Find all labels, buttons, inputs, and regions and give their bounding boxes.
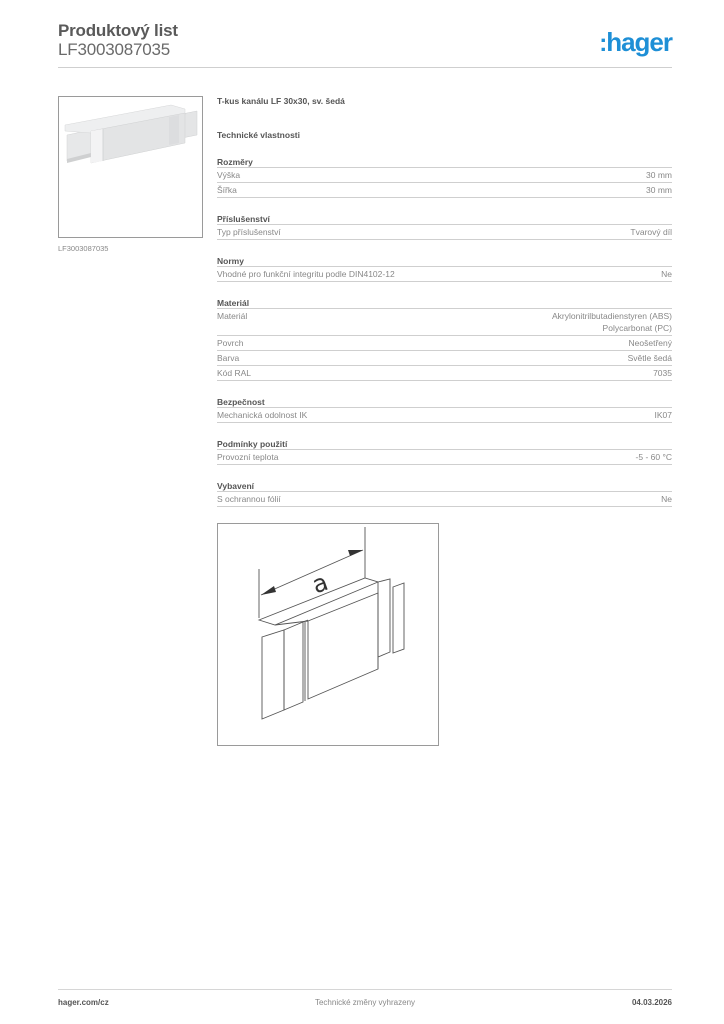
- spec-row: [217, 408, 672, 423]
- spec-value: IK07: [654, 410, 672, 420]
- spec-label: Šířka: [217, 185, 237, 195]
- t-piece-drawing-icon: [218, 524, 438, 745]
- spec-label: Výška: [217, 170, 241, 180]
- spec-row: [217, 351, 672, 366]
- spec-label: Provozní teplota: [217, 452, 279, 462]
- t-piece-photo-icon: [59, 97, 202, 237]
- spec-group-dimensions: [217, 156, 672, 198]
- spec-label: Materiál: [217, 311, 248, 321]
- technical-drawing: [217, 523, 439, 746]
- spec-value: 30 mm: [646, 170, 672, 180]
- footer-date: 04.03.2026: [631, 998, 672, 1007]
- spec-row: [217, 450, 672, 465]
- footer-disclaimer: Technické změny vyhrazeny: [314, 998, 416, 1007]
- technical-section-title: Technické vlastnosti: [217, 130, 300, 140]
- spec-value: Ne: [661, 494, 672, 504]
- spec-label: Barva: [217, 353, 240, 363]
- spec-group-accessories: [217, 213, 672, 240]
- logo-text: hager: [606, 27, 672, 57]
- spec-value: 7035: [653, 368, 672, 378]
- spec-value: Tvarový díl: [630, 227, 672, 237]
- logo-colon: :: [599, 30, 607, 57]
- spec-row: [217, 168, 672, 183]
- group-title: Bezpečnost: [217, 396, 672, 408]
- group-title: Materiál: [217, 297, 672, 309]
- spec-group-safety: [217, 396, 672, 423]
- spec-group-standards: [217, 255, 672, 282]
- group-title: Příslušenství: [217, 213, 672, 225]
- spec-row: [217, 366, 672, 381]
- spec-group-material: [217, 297, 672, 381]
- product-details: [217, 96, 672, 541]
- product-name: T-kus kanálu LF 30x30, sv. šedá: [217, 96, 345, 106]
- spec-label: Vhodné pro funkční integritu podle DIN4102-12: [217, 269, 395, 279]
- spec-row: [217, 183, 672, 198]
- spec-row: [217, 225, 672, 240]
- spec-groups: [217, 156, 672, 507]
- spec-group-conditions: [217, 438, 672, 465]
- product-code: LF3003087035: [58, 40, 170, 59]
- spec-row: [217, 267, 672, 282]
- product-image: [58, 96, 203, 238]
- spec-value: 30 mm: [646, 185, 672, 195]
- group-title: Normy: [217, 255, 672, 267]
- spec-value: Akrylonitrilbutadienstyren (ABS) Polycarbonat (PC): [552, 311, 672, 333]
- page-footer: [58, 998, 672, 1007]
- spec-value: Ne: [661, 269, 672, 279]
- product-image-caption: LF3003087035: [58, 244, 109, 253]
- spec-label: Typ příslušenství: [217, 227, 281, 237]
- spec-label: Mechanická odolnost IK: [217, 410, 308, 420]
- hager-logo: [599, 29, 672, 57]
- spec-row: [217, 492, 672, 507]
- document-title: Produktový list: [58, 21, 178, 40]
- spec-label: Povrch: [217, 338, 244, 348]
- spec-row: [217, 336, 672, 351]
- spec-value: -5 - 60 °C: [635, 452, 672, 462]
- group-title: Vybavení: [217, 480, 672, 492]
- footer-website-link[interactable]: hager.com/cz: [58, 998, 109, 1007]
- group-title: Rozměry: [217, 156, 672, 168]
- header-divider: [58, 67, 672, 68]
- svg-text:a: a: [308, 567, 332, 600]
- spec-value: Neošetřený: [628, 338, 672, 348]
- footer-divider: [58, 989, 672, 990]
- spec-label: S ochrannou fólií: [217, 494, 281, 504]
- group-title: Podmínky použití: [217, 438, 672, 450]
- spec-label: Kód RAL: [217, 368, 252, 378]
- spec-value: Světle šedá: [627, 353, 672, 363]
- spec-group-equipment: [217, 480, 672, 507]
- spec-row: [217, 309, 672, 336]
- page-header: [58, 22, 672, 68]
